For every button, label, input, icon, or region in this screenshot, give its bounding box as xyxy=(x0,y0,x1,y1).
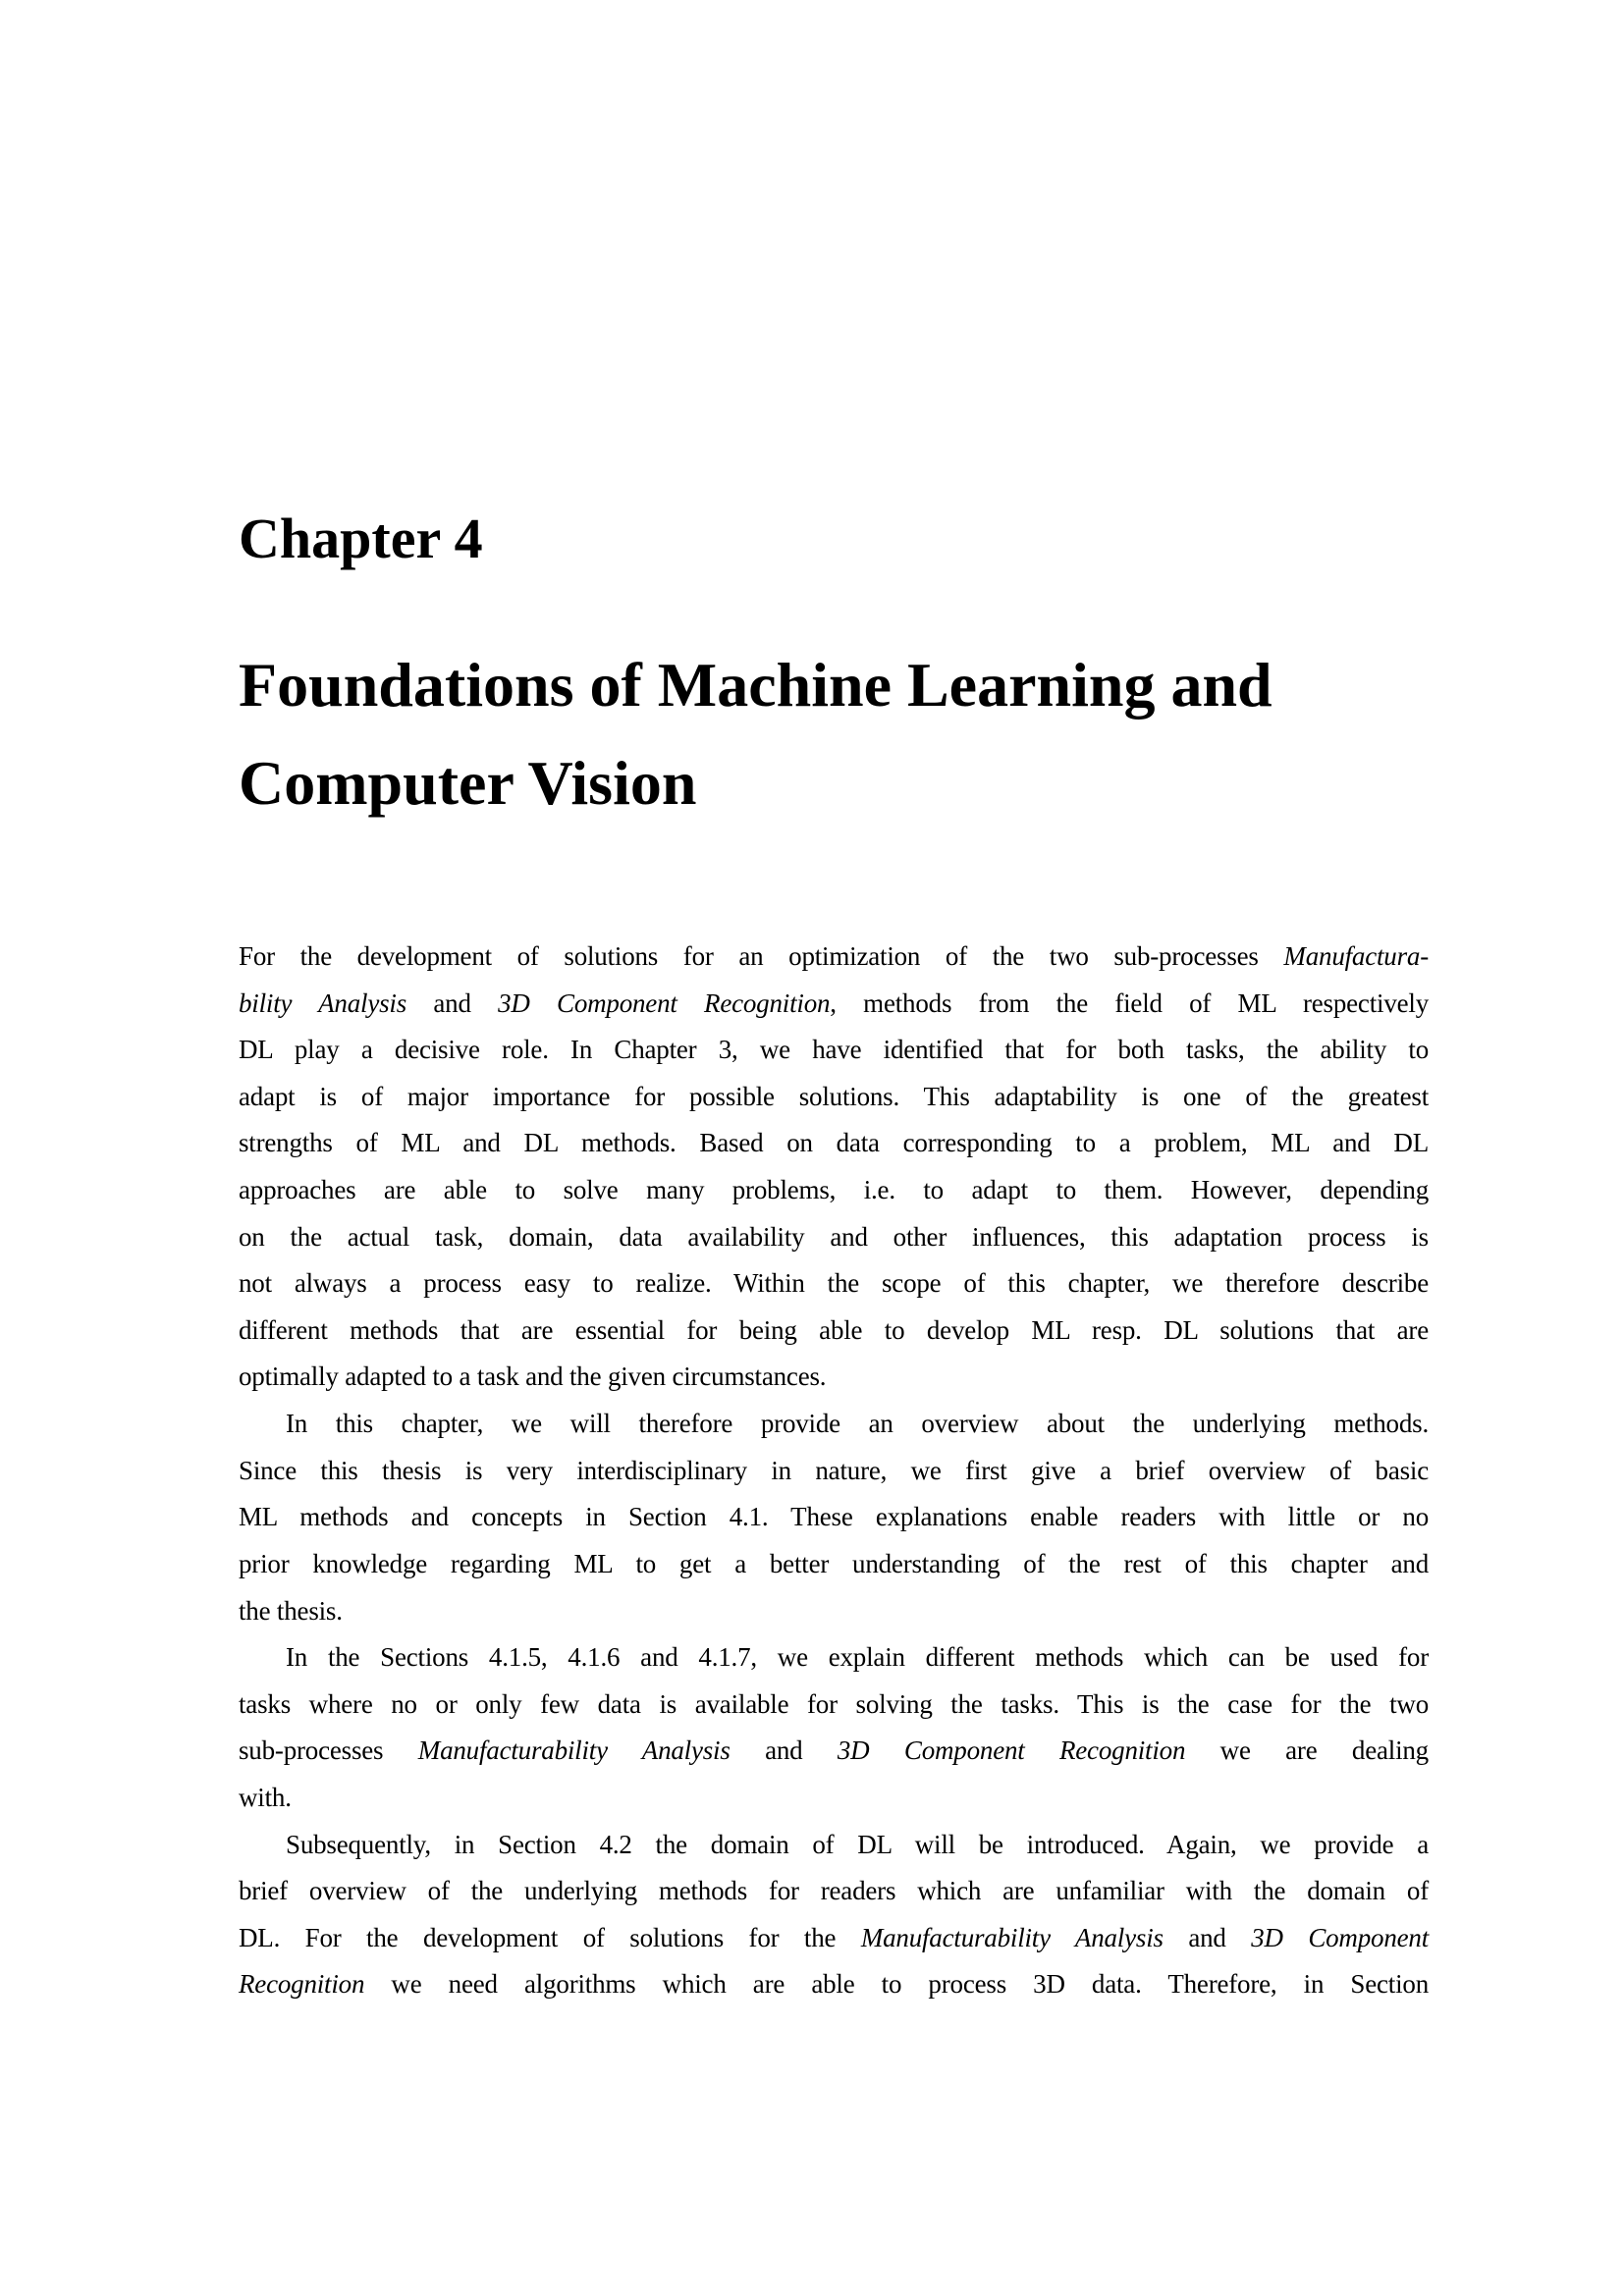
text-run: we are dealing xyxy=(1185,1735,1429,1766)
italic-text-run: 3D Component Recognition xyxy=(837,1735,1186,1766)
paragraph-1-line-6 xyxy=(239,1167,1429,1214)
paragraph-2-line-3 xyxy=(239,1494,1429,1541)
paragraph-1-line-4 xyxy=(239,1074,1429,1121)
text-run: different methods that are essential for being able to develop ML resp. DL solutions that are xyxy=(239,1314,1429,1345)
text-run: In this chapter, we will therefore provide an overview about the underlying methods. xyxy=(286,1409,1429,1439)
paragraph-2-line-4 xyxy=(239,1541,1429,1588)
paragraph-4-line-1 xyxy=(239,1822,1429,1869)
paragraph-3-line-3 xyxy=(239,1728,1429,1775)
text-run: strengths of ML and DL methods. Based on data corresponding to a problem, ML and DL xyxy=(239,1128,1429,1158)
paragraph-4-line-3 xyxy=(239,1915,1429,1962)
paragraph-1-line-5 xyxy=(239,1120,1429,1167)
paragraph-1-line-1 xyxy=(239,934,1429,981)
text-run: with. xyxy=(239,1782,292,1812)
text-run: DL. For the development of solutions for the xyxy=(239,1922,861,1952)
paragraph-2-line-1 xyxy=(239,1401,1429,1448)
paragraph-1-line-3 xyxy=(239,1027,1429,1074)
italic-text-run: 3D Component Recognition xyxy=(498,988,831,1018)
text-run: sub-processes xyxy=(239,1735,418,1766)
paragraph-3-line-1 xyxy=(239,1634,1429,1682)
text-run: brief overview of the underlying methods for readers which are unfamiliar with the domain of xyxy=(239,1876,1429,1906)
italic-text-run: Recognition xyxy=(239,1969,365,2000)
text-run: prior knowledge regarding ML to get a better understanding of the rest of this chapter and xyxy=(239,1548,1429,1578)
text-run: , methods from the field of ML respectively xyxy=(830,988,1430,1018)
italic-text-run: 3D Component xyxy=(1251,1922,1430,1952)
italic-text-run: bility Analysis xyxy=(239,988,407,1018)
text-run: and xyxy=(730,1735,838,1766)
chapter-label: Chapter 4 xyxy=(239,507,483,570)
body-text xyxy=(239,934,1429,2008)
paragraph-3-line-2 xyxy=(239,1682,1429,1729)
text-run: not always a process easy to realize. Within the scope of this chapter, we therefore describe xyxy=(239,1268,1429,1299)
italic-text-run: Manufacturability Analysis xyxy=(417,1735,731,1766)
text-run: the thesis. xyxy=(239,1595,343,1626)
text-run: on the actual task, domain, data availability and other influences, this adaptation process is xyxy=(239,1221,1429,1252)
text-run: ML methods and concepts in Section 4.1. These explanations enable readers with little or no xyxy=(239,1502,1429,1532)
text-run: Since this thesis is very interdisciplinary in nature, we first give a brief overview of basic xyxy=(239,1455,1429,1485)
paragraph-4-line-2 xyxy=(239,1868,1429,1915)
text-run: For the development of solutions for an optimization of the two sub-processes xyxy=(239,941,1284,971)
text-run: approaches are able to solve many problems, i.e. to adapt to them. However, depending xyxy=(239,1175,1429,1205)
text-run: Subsequently, in Section 4.2 the domain of DL will be introduced. Again, we provide a xyxy=(286,1829,1429,1859)
italic-text-run: Manufactura- xyxy=(1283,941,1429,971)
chapter-title xyxy=(239,636,1272,832)
chapter-title-line-1: Foundations of Machine Learning and xyxy=(239,650,1272,720)
paragraph-3-line-4 xyxy=(239,1775,1429,1822)
text-run: DL play a decisive role. In Chapter 3, we have identified that for both tasks, the ability to xyxy=(239,1035,1429,1065)
text-run: and xyxy=(406,988,499,1018)
chapter-title-line-2: Computer Vision xyxy=(239,748,697,818)
italic-text-run: Manufacturability Analysis xyxy=(860,1922,1164,1952)
text-run: optimally adapted to a task and the given circumstances. xyxy=(239,1362,827,1392)
paragraph-1-line-2 xyxy=(239,981,1429,1028)
paragraph-1-line-7 xyxy=(239,1214,1429,1261)
text-run: In the Sections 4.1.5, 4.1.6 and 4.1.7, we explain different methods which can be used for xyxy=(286,1642,1429,1673)
paragraph-1-line-9 xyxy=(239,1308,1429,1355)
paragraph-4-line-4 xyxy=(239,1961,1429,2008)
text-run: we need algorithms which are able to process 3D data. Therefore, in Section xyxy=(364,1969,1429,2000)
text-run: and xyxy=(1163,1922,1252,1952)
paragraph-2-line-2 xyxy=(239,1448,1429,1495)
text-run: tasks where no or only few data is available for solving the tasks. This is the case for the two xyxy=(239,1688,1429,1719)
paragraph-2-line-5 xyxy=(239,1588,1429,1635)
text-run: adapt is of major importance for possible solutions. This adaptability is one of the greatest xyxy=(239,1081,1429,1111)
paragraph-1-line-10 xyxy=(239,1354,1429,1401)
paragraph-1-line-8 xyxy=(239,1260,1429,1308)
